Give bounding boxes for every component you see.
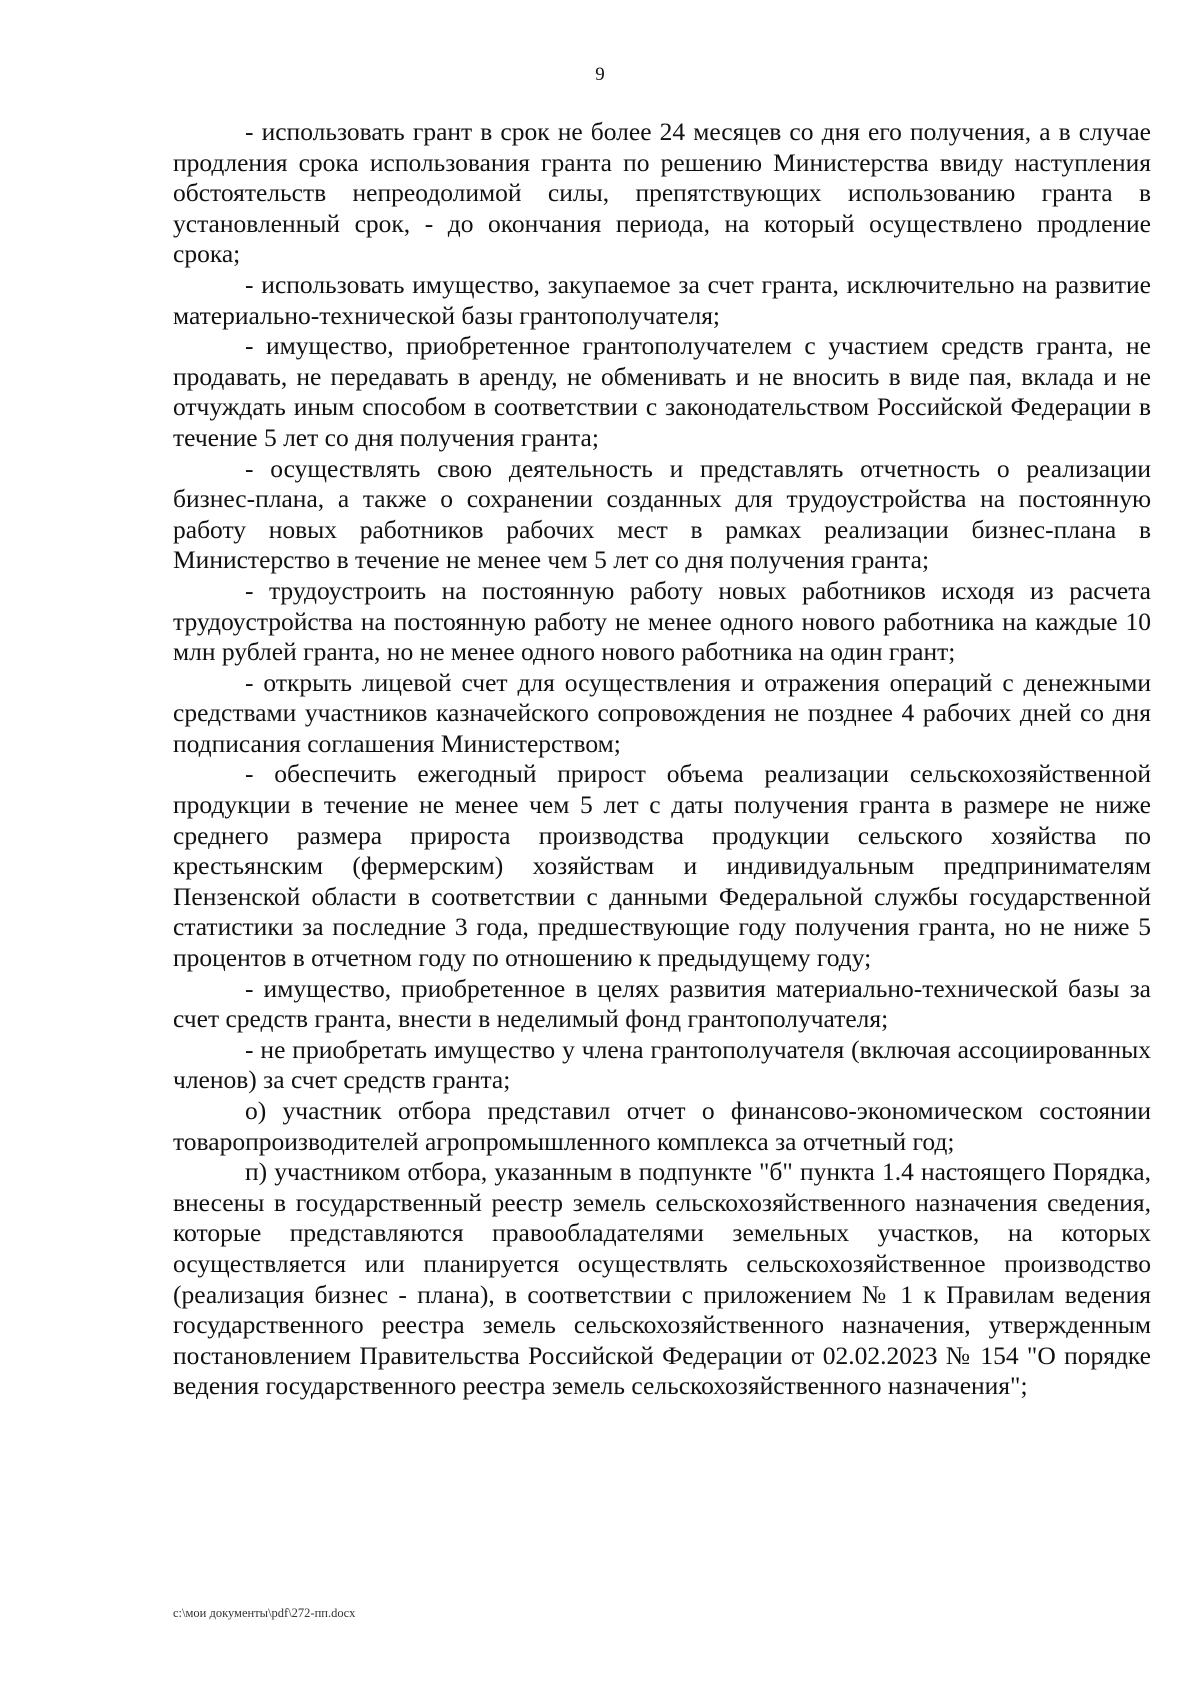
paragraph-property-usage: - использовать имущество, закупаемое за счет гранта, исключительно на развитие материально-технической базы грантополучателя;	[173, 269, 1151, 330]
paragraph-item-o: о) участник отбора представил отчет о финансово-экономическом состоянии товаропроизводителей агропромышленного комплекса за отчетный год;	[173, 1096, 1151, 1156]
paragraph-personal-account: - открыть лицевой счет для осуществления и отражения операций с денежными средствами участников казначейского сопровождения не позднее 4 рабочих дней со дня подписания соглашения Министерством;	[173, 667, 1151, 758]
paragraph-employment: - трудоустроить на постоянную работу новых работников исходя из расчета трудоустройства на постоянную работу не менее одного нового работника на каждые 10 млн рублей гранта, но не менее одного нового работника на один грант;	[173, 575, 1151, 667]
paragraph-indivisible-fund: - имущество, приобретенное в целях развития материально-технической базы за счет средств гранта, внести в неделимый фонд грантополучателя;	[173, 973, 1151, 1034]
paragraph-production-growth: - обеспечить ежегодный прирост объема реализации сельскохозяйственной продукции в течение не менее чем 5 лет с даты получения гранта в размере не ниже среднего размера прироста производства продукции сельского хозяйства по крестьянским (фермерским) хозяйствам и индивидуальным предпринимателям Пензенской области в соответствии с данными Федеральной службы государственной статистики за последние 3 года, предшествующие году получения гранта, но не ниже 5 процентов в отчетном году по отношению к предыдущему году;	[173, 759, 1151, 973]
footer-file-path: c:\мои документы\pdf\272-пп.docx	[173, 1606, 356, 1620]
paragraph-property-alienation: - имущество, приобретенное грантополучателем с участием средств гранта, не продавать, не передавать в аренду, не обменивать и не вносить в виде пая, вклада и не отчуждать иным способом в соответствии с законодательством Российской Федерации в течение 5 лет со дня получения гранта;	[173, 331, 1151, 452]
paragraph-reporting: - осуществлять свою деятельность и представлять отчетность о реализации бизнес-плана, а также о сохранении созданных для трудоустройства на постоянную работу новых работников рабочих мест в рамках реализации бизнес-плана в Министерство в течение не менее чем 5 лет со дня получения гранта;	[173, 453, 1151, 575]
page-number: 9	[595, 64, 605, 85]
document-body	[173, 117, 1151, 1402]
paragraph-member-purchase: - не приобретать имущество у члена грантополучателя (включая ассоциированных членов) за счет средств гранта;	[173, 1034, 1151, 1095]
paragraph-grant-usage-term: - использовать грант в срок не более 24 месяцев со дня его получения, а в случае продления срока использования гранта по решению Министерства ввиду наступления обстоятельств непреодолимой силы, препятствующих использованию гранта в установленный срок, - до окончания периода, на который осуществлено продление срока;	[173, 117, 1151, 269]
paragraph-item-p: п) участником отбора, указанным в подпункте "б" пункта 1.4 настоящего Порядка, внесены в государственный реестр земель сельскохозяйственного назначения сведения, которые представляются правообладателями земельных участков, на которых осуществляется или планируется осуществлять сельскохозяйственное производство (реализация бизнес - плана), в соответствии с приложением № 1 к Правилам ведения государственного реестра земель сельскохозяйственного назначения, утвержденным постановлением Правительства Российской Федерации от 02.02.2023 № 154 "О порядке ведения государственного реестра земель сельскохозяйственного назначения";	[173, 1157, 1151, 1401]
